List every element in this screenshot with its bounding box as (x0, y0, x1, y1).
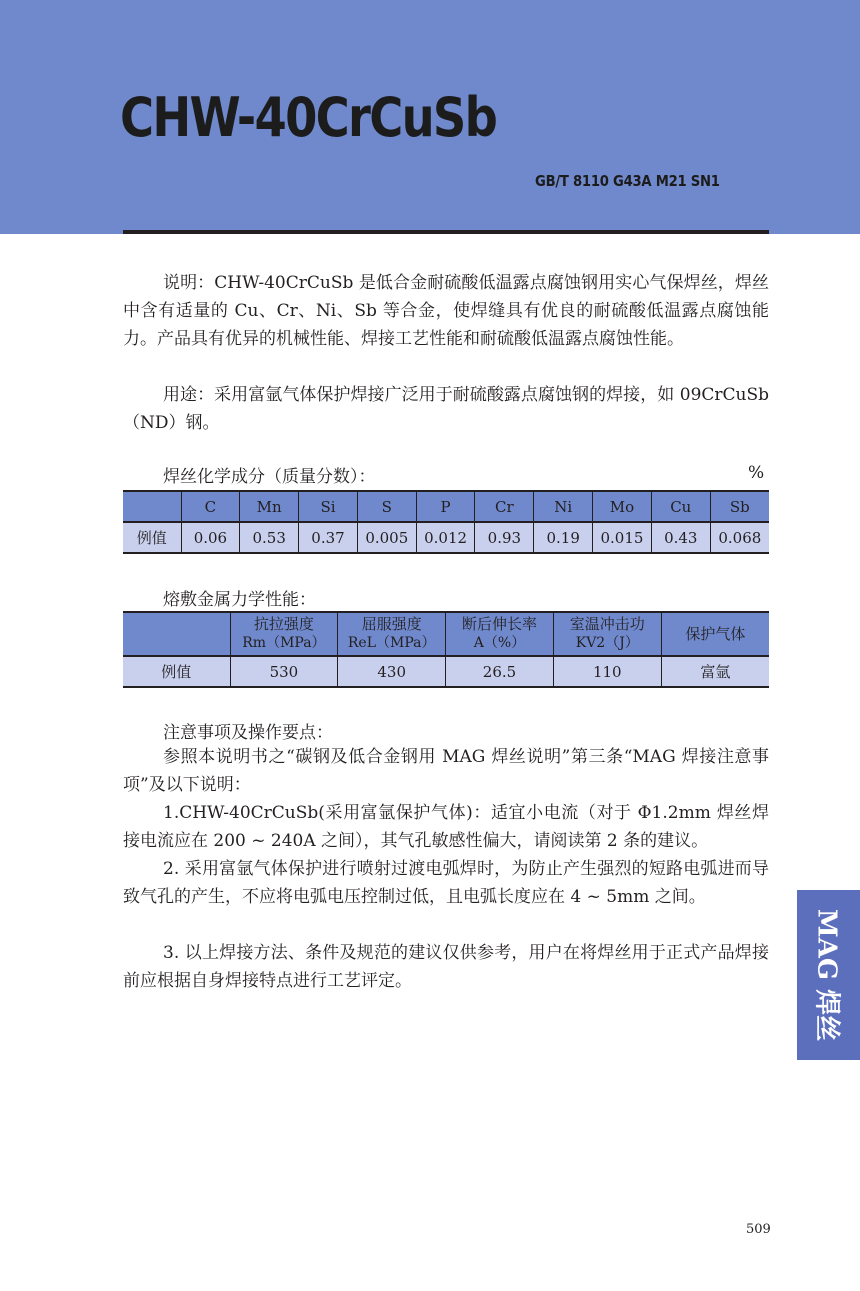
usage-label: 用途： (163, 385, 215, 405)
chemical-header-cell: Si (299, 491, 358, 522)
column-name: 抗拉强度 (253, 615, 314, 633)
mechanical-title: 熔敷金属力学性能： (163, 590, 316, 610)
mechanical-header-cell (338, 612, 446, 656)
column-name: 室温冲击功 (569, 615, 645, 633)
mechanical-table (123, 611, 769, 688)
table-cell: 例值 (123, 656, 230, 687)
table-cell: 0.37 (299, 522, 358, 553)
table-cell: 430 (338, 656, 446, 687)
chemical-header-cell: C (181, 491, 240, 522)
mechanical-header-cell (553, 612, 661, 656)
mechanical-header-cell (123, 612, 230, 656)
description-paragraph (123, 269, 769, 353)
chemical-header-cell: Cr (475, 491, 534, 522)
notes-title: 注意事项及操作要点： (163, 723, 333, 743)
column-name: 屈服强度 (361, 615, 422, 633)
section-side-tab (797, 890, 860, 1060)
table-cell: 0.53 (240, 522, 299, 553)
chemical-header-cell: S (357, 491, 416, 522)
product-title: CHW-40CrCuSb (120, 86, 497, 149)
table-cell: 0.93 (475, 522, 534, 553)
mechanical-header-cell (230, 612, 338, 656)
table-cell: 例值 (123, 522, 181, 553)
table-cell: 0.012 (416, 522, 475, 553)
chemical-table (123, 490, 769, 554)
chemical-header-cell: P (416, 491, 475, 522)
table-cell: 0.068 (710, 522, 769, 553)
page-number: 509 (746, 1222, 771, 1237)
side-tab-label: MAG 焊丝 (811, 908, 841, 1042)
column-unit: A（%） (473, 635, 526, 651)
chemical-header-cell: Mo (593, 491, 652, 522)
table-cell: 110 (553, 656, 661, 687)
table-row (123, 522, 769, 553)
description-label: 说明： (163, 273, 215, 293)
usage-text: 采用富氩气体保护焊接广泛用于耐硫酸露点腐蚀钢的焊接，如 09CrCuSb（ND）钢。 (123, 385, 770, 433)
mechanical-header-cell (446, 612, 554, 656)
column-unit: ReL（MPa） (347, 635, 436, 651)
chemical-header-cell: Sb (710, 491, 769, 522)
column-name: 断后伸长率 (461, 615, 537, 633)
table-cell: 26.5 (446, 656, 554, 687)
table-cell: 0.43 (651, 522, 710, 553)
table-cell: 0.015 (593, 522, 652, 553)
chemical-header-cell (123, 491, 181, 522)
table-cell: 0.005 (357, 522, 416, 553)
chemical-header-cell: Ni (534, 491, 593, 522)
mechanical-header-cell (661, 612, 769, 656)
chemical-unit: % (748, 463, 765, 483)
usage-paragraph (123, 381, 769, 437)
notes-item: 3. 以上焊接方法、条件及规范的建议仅供参考，用户在将焊丝用于正式产品焊接前应根据自身焊接特点进行工艺评定。 (123, 943, 769, 991)
chemical-header-row (123, 491, 769, 522)
description-text: CHW-40CrCuSb 是低合金耐硫酸低温露点腐蚀钢用实心气保焊丝，焊丝中含有适量的 Cu、Cr、Ni、Sb 等合金，使焊缝具有优良的耐硫酸低温露点腐蚀能力。产品具有优异的机械性能、焊接工艺性能和耐硫酸低温露点腐蚀性能。 (123, 273, 769, 349)
column-unit: Rm（MPa） (242, 635, 326, 651)
table-row (123, 656, 769, 687)
chemical-title: 焊丝化学成分（质量分数）： (163, 467, 376, 487)
notes-item: 2. 采用富氩气体保护进行喷射过渡电弧焊时，为防止产生强烈的短路电弧进而导致气孔的产生，不应将电弧电压控制过低，且电弧长度应在 4 ~ 5mm 之间。 (123, 859, 769, 907)
standard-designation: GB/T 8110 G43A M21 SN1 (535, 172, 720, 190)
table-cell: 530 (230, 656, 338, 687)
column-name: 保护气体 (685, 624, 746, 643)
header-rule (123, 230, 769, 234)
mechanical-header-row (123, 612, 769, 656)
chemical-header-cell: Mn (240, 491, 299, 522)
notes-item: 1.CHW-40CrCuSb(采用富氩保护气体)：适宜小电流（对于 Φ1.2mm 焊丝焊接电流应在 200 ~ 240A 之间），其气孔敏感性偏大，请阅读第 2 条的建议。 (123, 803, 769, 851)
table-cell: 0.19 (534, 522, 593, 553)
notes-intro: 参照本说明书之“碳钢及低合金钢用 MAG 焊丝说明”第三条“MAG 焊接注意事项”及以下说明： (123, 747, 769, 795)
table-cell: 0.06 (181, 522, 240, 553)
chemical-header-cell: Cu (651, 491, 710, 522)
table-cell: 富氩 (661, 656, 769, 687)
column-unit: KV2（J） (575, 635, 639, 651)
